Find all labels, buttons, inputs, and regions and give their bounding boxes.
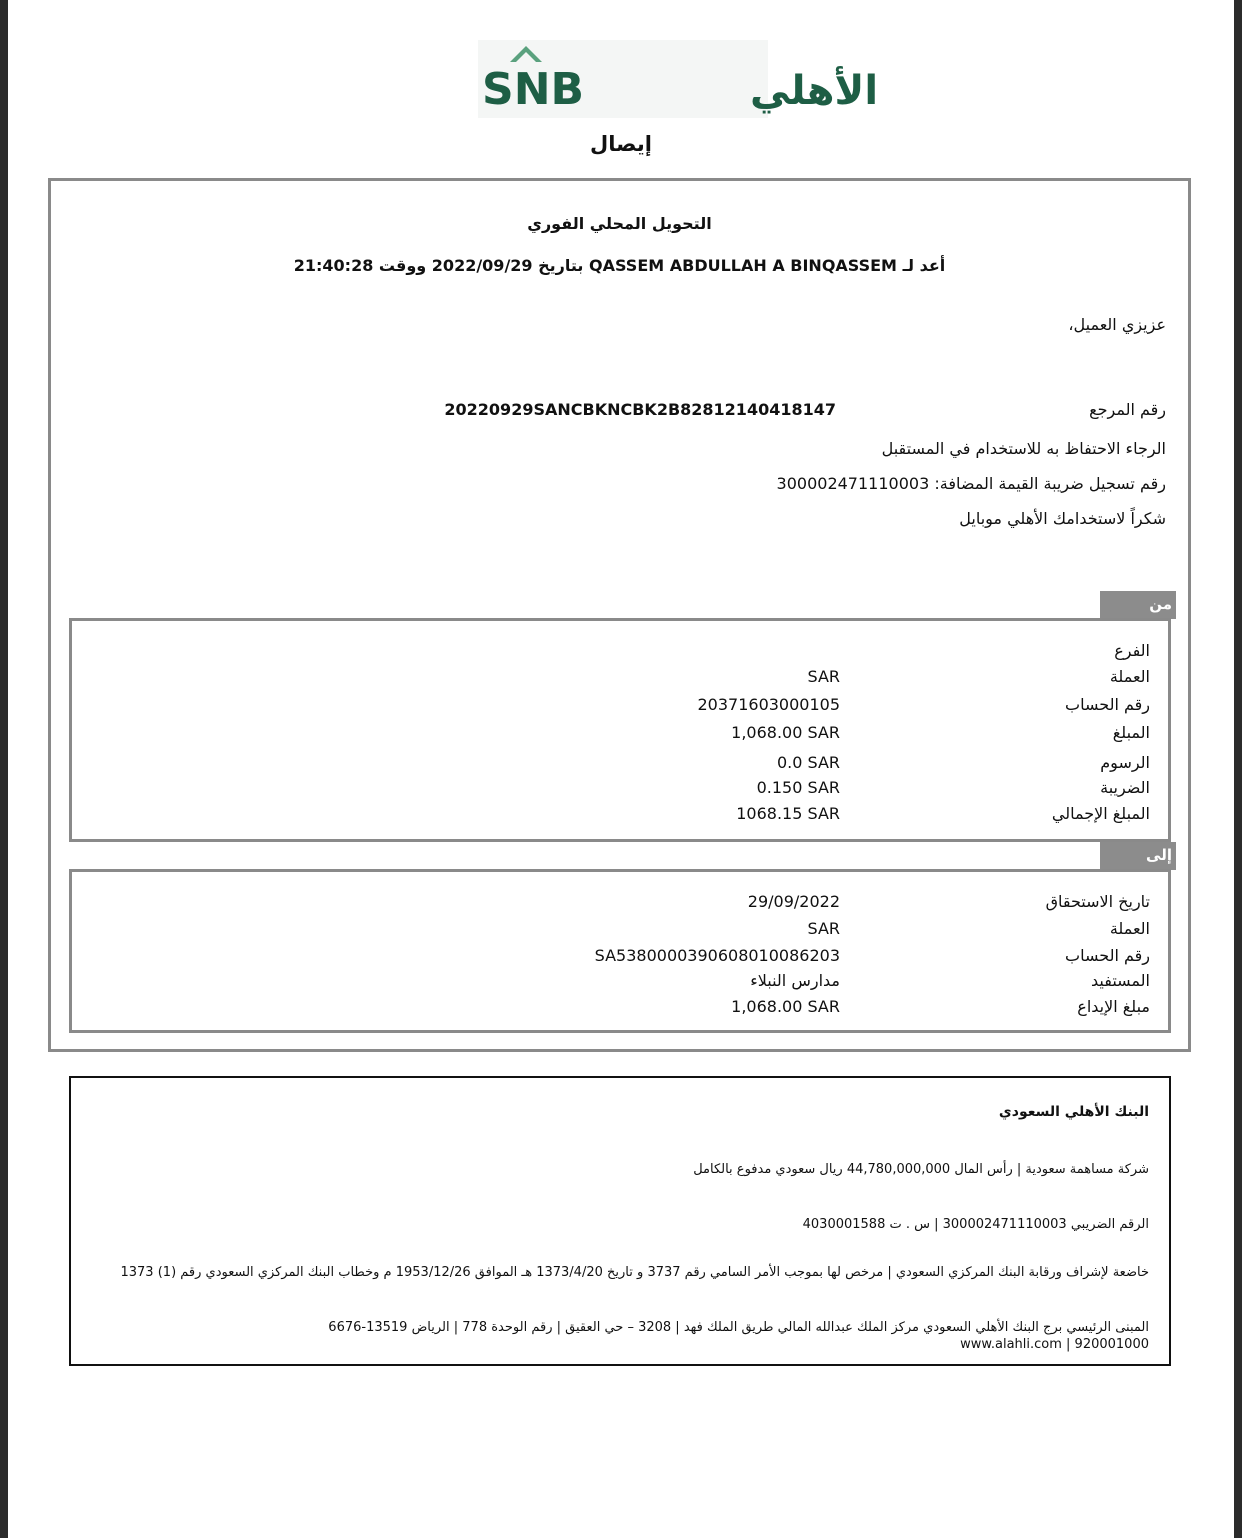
row-label: الضريبة — [1100, 778, 1150, 797]
vat-line — [777, 474, 1166, 493]
to-row-account — [72, 946, 1168, 972]
to-row-deposit-amount — [72, 997, 1168, 1023]
bank-footer — [69, 1076, 1171, 1366]
receipt-time: 21:40:28 — [293, 256, 374, 275]
footer-regulation: خاضعة لإشراف ورقابة البنك المركزي السعودي | مرخص لها بموجب الأمر السامي رقم 3737 و تاريخ 1373/4/20 هـ الموافق 1953/12/26 م وخطاب البنك المركزي السعودي رقم (1) 1373 — [120, 1265, 1149, 1280]
snb-logo — [478, 40, 879, 118]
logo-latin-text: SNB — [482, 64, 585, 115]
date-prefix: بتاريخ — [538, 256, 584, 275]
vat-value: 300002471110003 — [776, 474, 930, 493]
transfer-type-title: التحويل المحلي الفوري — [527, 214, 712, 233]
row-value: SA5380000390608010086203 — [594, 946, 840, 965]
to-row-currency — [72, 919, 1168, 945]
row-value: 1,068.00 SAR — [731, 997, 840, 1016]
row-label: رقم الحساب — [1065, 695, 1150, 714]
row-value: 20371603000105 — [697, 695, 840, 714]
greeting: عزيزي العميل، — [1068, 315, 1166, 334]
row-value: SAR — [807, 919, 840, 938]
row-value: 1068.15 SAR — [736, 804, 840, 823]
row-label: تاريخ الاستحقاق — [1045, 892, 1150, 911]
row-label: العملة — [1109, 667, 1150, 686]
row-value: 0.0 SAR — [776, 753, 840, 772]
footer-contact: www.alahli.com | 920001000 — [960, 1337, 1149, 1352]
from-row-account — [72, 695, 1168, 721]
from-section — [69, 618, 1171, 842]
to-section — [69, 869, 1171, 1033]
logo-arabic-text: الأهلي — [750, 68, 879, 114]
footer-tax-line: الرقم الضريبي 300002471110003 | س . ت 4030001588 — [802, 1217, 1149, 1232]
from-row-amount — [72, 723, 1168, 749]
reference-label: رقم المرجع — [1089, 400, 1166, 419]
from-row-currency — [72, 667, 1168, 693]
prepared-for-line — [51, 256, 1188, 275]
customer-name: QASSEM ABDULLAH A BINQASSEM — [589, 256, 897, 275]
row-value: مدارس النبلاء — [750, 971, 840, 990]
footer-bank-name: البنك الأهلي السعودي — [998, 1104, 1149, 1120]
receipt-page — [8, 0, 1234, 1538]
receipt-date: 2022/09/29 — [431, 256, 533, 275]
row-value: 0.150 SAR — [756, 778, 840, 797]
row-label: الرسوم — [1100, 753, 1150, 772]
from-row-tax — [72, 778, 1168, 804]
footer-address: المبنى الرئيسي برج البنك الأهلي السعودي مركز الملك عبدالله المالي طريق الملك فهد | 3208 – حي العقيق | رقم الوحدة 778 | الرياض 13519-6676 — [328, 1320, 1149, 1335]
time-prefix: ووقت — [378, 256, 427, 275]
footer-capital: شركة مساهمة سعودية | رأس المال 44,780,000,000 ريال سعودي مدفوع بالكامل — [693, 1162, 1149, 1177]
row-label: مبلغ الإيداع — [1077, 997, 1150, 1016]
from-row-total — [72, 804, 1168, 830]
row-label: رقم الحساب — [1065, 946, 1150, 965]
row-value: 1,068.00 SAR — [731, 723, 840, 742]
keep-note: الرجاء الاحتفاظ به للاستخدام في المستقبل — [881, 439, 1166, 458]
receipt-frame — [48, 178, 1191, 1052]
prepared-prefix: أعد لـ — [902, 256, 946, 275]
to-row-beneficiary — [72, 971, 1168, 997]
row-value: SAR — [807, 667, 840, 686]
from-row-branch — [72, 641, 1168, 667]
to-section-tab: إلى — [1100, 842, 1176, 870]
to-row-due-date — [72, 892, 1168, 918]
row-label: الفرع — [1114, 641, 1150, 660]
from-row-fees — [72, 753, 1168, 779]
document-title: إيصال — [590, 132, 652, 156]
row-label: المبلغ الإجمالي — [1051, 804, 1150, 823]
row-label: المستفيد — [1091, 971, 1150, 990]
row-label: المبلغ — [1112, 723, 1150, 742]
reference-value: 20220929SANCBKNCBK2B82812140418147 — [444, 400, 836, 419]
row-value: 29/09/2022 — [747, 892, 840, 911]
vat-label: رقم تسجيل ضريبة القيمة المضافة: — [934, 474, 1166, 493]
from-section-tab: من — [1100, 591, 1176, 619]
thanks-note: شكراً لاستخدامك الأهلي موبايل — [959, 509, 1166, 528]
row-label: العملة — [1109, 919, 1150, 938]
